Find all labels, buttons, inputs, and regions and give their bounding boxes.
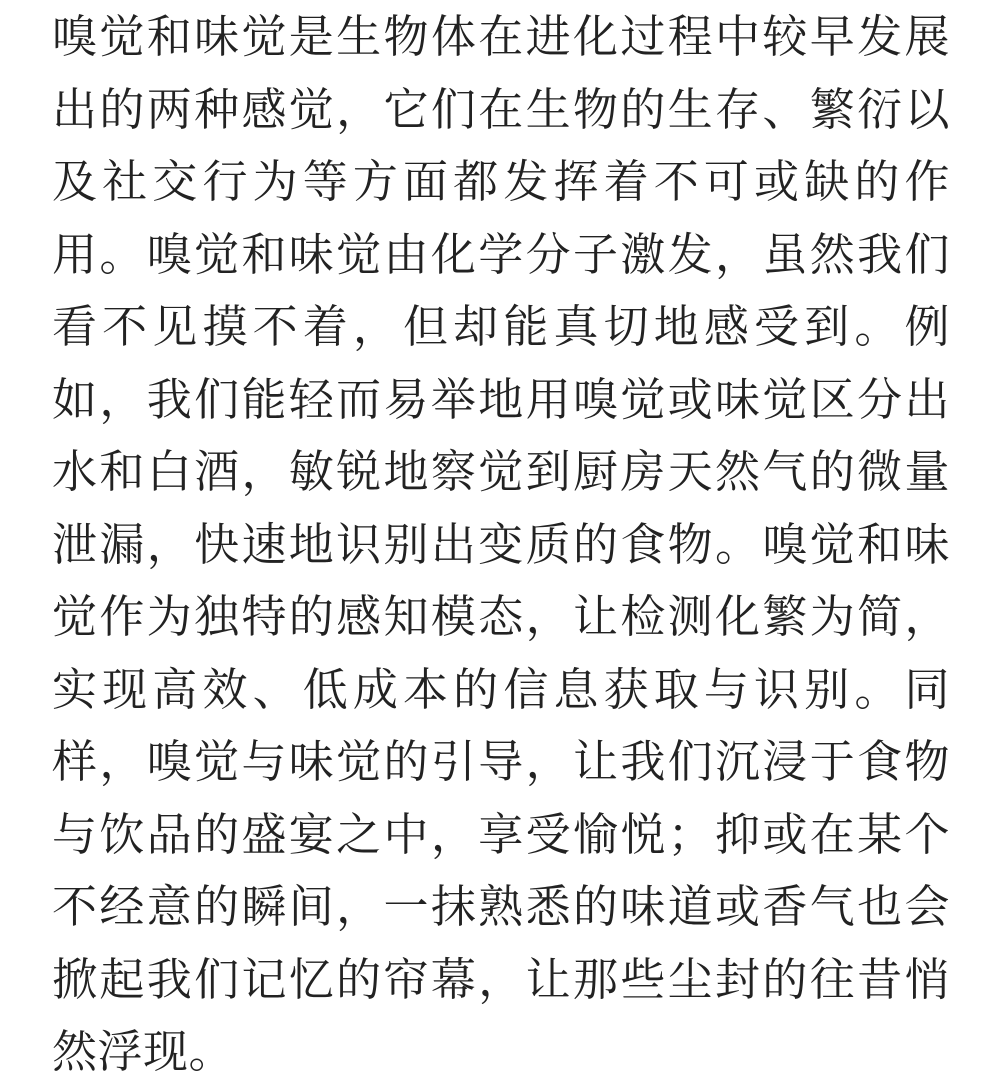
text-line: 用。嗅觉和味觉由化学分子激发，虽然我们	[52, 227, 950, 281]
text-line: 与饮品的盛宴之中，享受愉悦；抑或在某个	[52, 807, 950, 861]
text-line: 看不见摸不着，但却能真切地感受到。例	[52, 300, 950, 353]
text-line: 实现高效、低成本的信息获取与识别。同	[52, 662, 950, 716]
text-line: 泄漏，快速地识别出变质的食物。嗅觉和味	[52, 517, 950, 571]
text-line: 出的两种感觉，它们在生物的生存、繁衍以	[52, 82, 950, 136]
text-line: 如，我们能轻而易举地用嗅觉或味觉区分出	[52, 372, 950, 426]
text-line: 然浮现。	[52, 1025, 235, 1078]
text-line: 不经意的瞬间，一抹熟悉的味道或香气也会	[52, 880, 950, 933]
text-line: 嗅觉和味觉是生物体在进化过程中较早发展	[52, 10, 950, 63]
text-line: 及社交行为等方面都发挥着不可或缺的作	[52, 155, 950, 208]
text-line: 觉作为独特的感知模态，让检测化繁为简，	[52, 590, 950, 643]
text-line: 掀起我们记忆的帘幕，让那些尘封的往昔悄	[52, 952, 950, 1006]
article-paragraph	[52, 0, 950, 1089]
text-line: 水和白酒，敏锐地察觉到厨房天然气的微量	[52, 445, 950, 498]
text-line: 样，嗅觉与味觉的引导，让我们沉浸于食物	[52, 735, 950, 788]
